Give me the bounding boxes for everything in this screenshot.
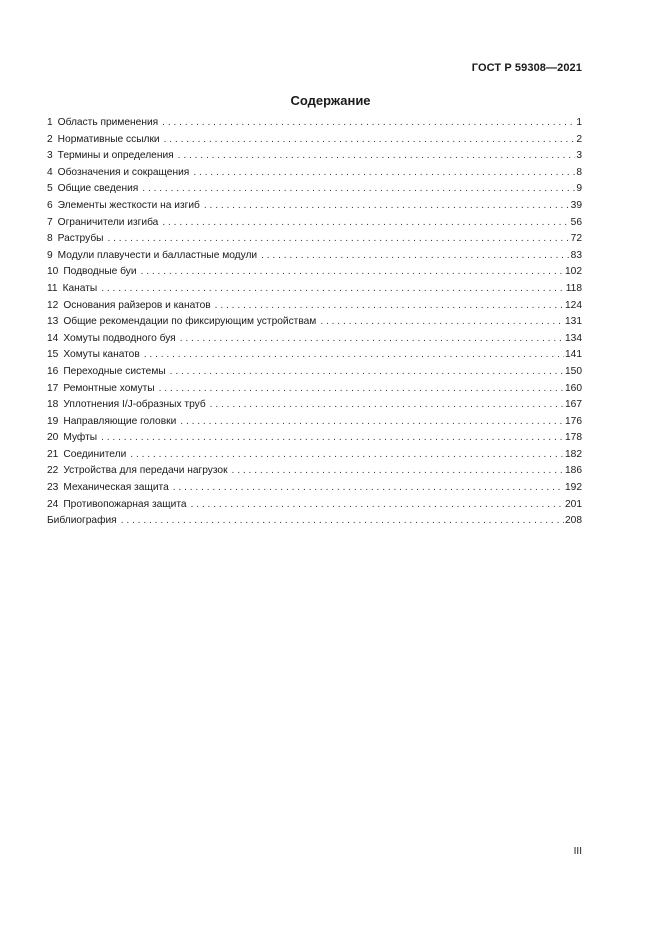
toc-item[interactable] (47, 463, 582, 480)
toc-item-text: Термины и определения (57, 150, 174, 162)
toc-item-number: 18 (47, 399, 59, 411)
toc-leader (101, 281, 565, 298)
toc-item-text: Модули плавучести и балластные модули (57, 249, 258, 261)
toc-item-page: 8 (576, 166, 582, 178)
toc-item-label (47, 497, 191, 514)
toc-item-text: Противопожарная защита (63, 498, 187, 510)
toc-item-number: 4 (47, 166, 53, 178)
toc-leader (193, 165, 575, 182)
toc-leader (162, 115, 575, 132)
toc-item-label (47, 347, 144, 364)
toc-item-label (47, 148, 178, 165)
toc-item-number: 2 (47, 133, 53, 145)
toc-item-page: 186 (565, 465, 582, 477)
toc-leader (159, 381, 564, 398)
toc-item-label (47, 314, 320, 331)
toc-item-page: 150 (565, 365, 582, 377)
toc-item-number: 3 (47, 150, 53, 162)
toc-item-label (47, 364, 170, 381)
toc-item-page: 83 (570, 249, 582, 261)
toc-item-label (47, 198, 204, 215)
toc-item-page: 124 (565, 299, 582, 311)
toc-item-number: 13 (47, 316, 59, 328)
toc-item[interactable] (47, 480, 582, 497)
toc-item[interactable] (47, 198, 582, 215)
toc-item-label (47, 264, 141, 281)
toc-item-label (47, 414, 180, 431)
toc-item-text: Общие сведения (57, 183, 139, 195)
toc-item-text: Нормативные ссылки (57, 133, 160, 145)
toc-item-label (47, 215, 162, 232)
toc-item[interactable] (47, 381, 582, 398)
toc-item-label (47, 132, 164, 149)
toc-item-text: Хомуты подводного буя (63, 332, 176, 344)
toc-item-text: Общие рекомендации по фиксирующим устройствам (63, 316, 317, 328)
toc-item-label (47, 181, 142, 198)
toc-leader (173, 480, 564, 497)
toc-item-page: 176 (565, 415, 582, 427)
toc-item-text: Переходные системы (63, 365, 166, 377)
toc-item-page: 72 (570, 233, 582, 245)
toc-item-page: 201 (565, 498, 582, 510)
toc-item[interactable] (47, 115, 582, 132)
toc-item-text: Обозначения и сокращения (57, 166, 190, 178)
toc-item[interactable] (47, 215, 582, 232)
toc-item-number: 24 (47, 498, 59, 510)
toc-item-text: Ограничители изгиба (57, 216, 159, 228)
toc-item-text: Уплотнения I/J-образных труб (63, 399, 206, 411)
toc-item-number: 23 (47, 482, 59, 494)
toc-leader (232, 463, 564, 480)
toc-item-number: 22 (47, 465, 59, 477)
toc-item-number: 6 (47, 199, 53, 211)
toc-leader (164, 132, 576, 149)
toc-item[interactable] (47, 397, 582, 414)
toc-leader (101, 430, 564, 447)
toc-item-label (47, 463, 232, 480)
toc-item-page: 9 (576, 183, 582, 195)
toc-item-page: 208 (565, 515, 582, 527)
toc-item-page: 182 (565, 448, 582, 460)
toc-item-number: 7 (47, 216, 53, 228)
toc-item-label (47, 115, 162, 132)
toc-item-page: 178 (565, 432, 582, 444)
toc-item-number: 21 (47, 448, 59, 460)
toc-leader (142, 181, 575, 198)
document-code: ГОСТ Р 59308—2021 (471, 62, 582, 74)
toc-item-number: 11 (47, 282, 58, 294)
toc-item-label (47, 281, 101, 298)
toc-item-page: 192 (565, 482, 582, 494)
toc-leader (121, 513, 564, 530)
toc-item-text: Хомуты канатов (63, 349, 140, 361)
toc-item[interactable] (47, 298, 582, 315)
toc-leader (170, 364, 564, 381)
toc-item-label (47, 480, 173, 497)
toc-leader (141, 264, 564, 281)
page-number: III (573, 846, 582, 857)
toc-item-text: Область применения (57, 117, 159, 128)
toc-title: Содержание (290, 93, 371, 108)
toc-item[interactable] (47, 430, 582, 447)
toc-item-text: Элементы жесткости на изгиб (57, 199, 200, 211)
toc-item-label (47, 298, 215, 315)
toc-item-text: Ремонтные хомуты (63, 382, 155, 394)
toc-item-label (47, 397, 210, 414)
toc-leader (107, 231, 569, 248)
toc-item-page: 56 (570, 216, 582, 228)
toc-item[interactable] (47, 264, 582, 281)
toc-item[interactable] (47, 347, 582, 364)
toc-item[interactable] (47, 314, 582, 331)
toc-item-number: 9 (47, 249, 53, 261)
toc-item-label (47, 248, 261, 265)
toc-leader (130, 447, 564, 464)
toc-item-label (47, 165, 193, 182)
toc-item-text: Раструбы (57, 233, 104, 245)
toc-item-label (47, 430, 101, 447)
toc-item-number: 19 (47, 415, 59, 427)
toc-item-label (47, 513, 121, 530)
toc-item-page: 3 (576, 150, 582, 162)
toc-item-text: Канаты (62, 282, 98, 294)
toc-item-number: 12 (47, 299, 59, 311)
toc-item-number: 20 (47, 432, 59, 444)
toc-item[interactable] (47, 497, 582, 514)
toc-item-page: 2 (576, 133, 582, 145)
toc-item[interactable] (47, 148, 582, 165)
toc-item-page: 39 (570, 199, 582, 211)
toc-item-label (47, 381, 159, 398)
toc-leader (215, 298, 564, 315)
toc-item-text: Библиография (47, 515, 117, 527)
toc-item-number: 14 (47, 332, 59, 344)
toc-item-page: 118 (565, 282, 582, 294)
toc-leader (320, 314, 564, 331)
toc-item-text: Муфты (63, 432, 98, 444)
toc-item-text: Устройства для передачи нагрузок (63, 465, 228, 477)
toc-leader (204, 198, 570, 215)
toc-item-number: 17 (47, 382, 59, 394)
table-of-contents (47, 115, 582, 530)
toc-item[interactable] (47, 132, 582, 149)
toc-item-page: 167 (565, 399, 582, 411)
toc-item-label (47, 447, 130, 464)
toc-item-number: 1 (47, 117, 53, 128)
toc-item-label (47, 331, 180, 348)
toc-item[interactable] (47, 447, 582, 464)
toc-item-text: Подводные буи (63, 266, 137, 278)
toc-leader (162, 215, 569, 232)
toc-item-text: Основания райзеров и канатов (63, 299, 211, 311)
toc-item-page: 141 (565, 349, 582, 361)
toc-leader (261, 248, 570, 265)
toc-item[interactable] (47, 364, 582, 381)
toc-item-page: 134 (565, 332, 582, 344)
toc-item[interactable] (47, 248, 582, 265)
toc-item-text: Направляющие головки (63, 415, 177, 427)
toc-item-label (47, 231, 107, 248)
toc-item-text: Соединители (63, 448, 127, 460)
toc-item-page: 131 (565, 316, 582, 328)
toc-leader (191, 497, 564, 514)
toc-item-page: 1 (576, 117, 582, 128)
toc-item-number: 10 (47, 266, 59, 278)
toc-leader (180, 414, 564, 431)
toc-item-page: 160 (565, 382, 582, 394)
toc-item[interactable] (47, 165, 582, 182)
toc-item-number: 8 (47, 233, 53, 245)
toc-item[interactable] (47, 231, 582, 248)
toc-leader (180, 331, 564, 348)
toc-item-number: 15 (47, 349, 59, 361)
toc-item[interactable] (47, 281, 582, 298)
toc-item-bibliography[interactable] (47, 513, 582, 530)
toc-item-text: Механическая защита (63, 482, 169, 494)
toc-item-number: 5 (47, 183, 53, 195)
toc-item-number: 16 (47, 365, 59, 377)
toc-item[interactable] (47, 414, 582, 431)
toc-item[interactable] (47, 181, 582, 198)
toc-leader (144, 347, 564, 364)
toc-item[interactable] (47, 331, 582, 348)
toc-leader (178, 148, 576, 165)
toc-leader (210, 397, 564, 414)
toc-item-page: 102 (565, 266, 582, 278)
